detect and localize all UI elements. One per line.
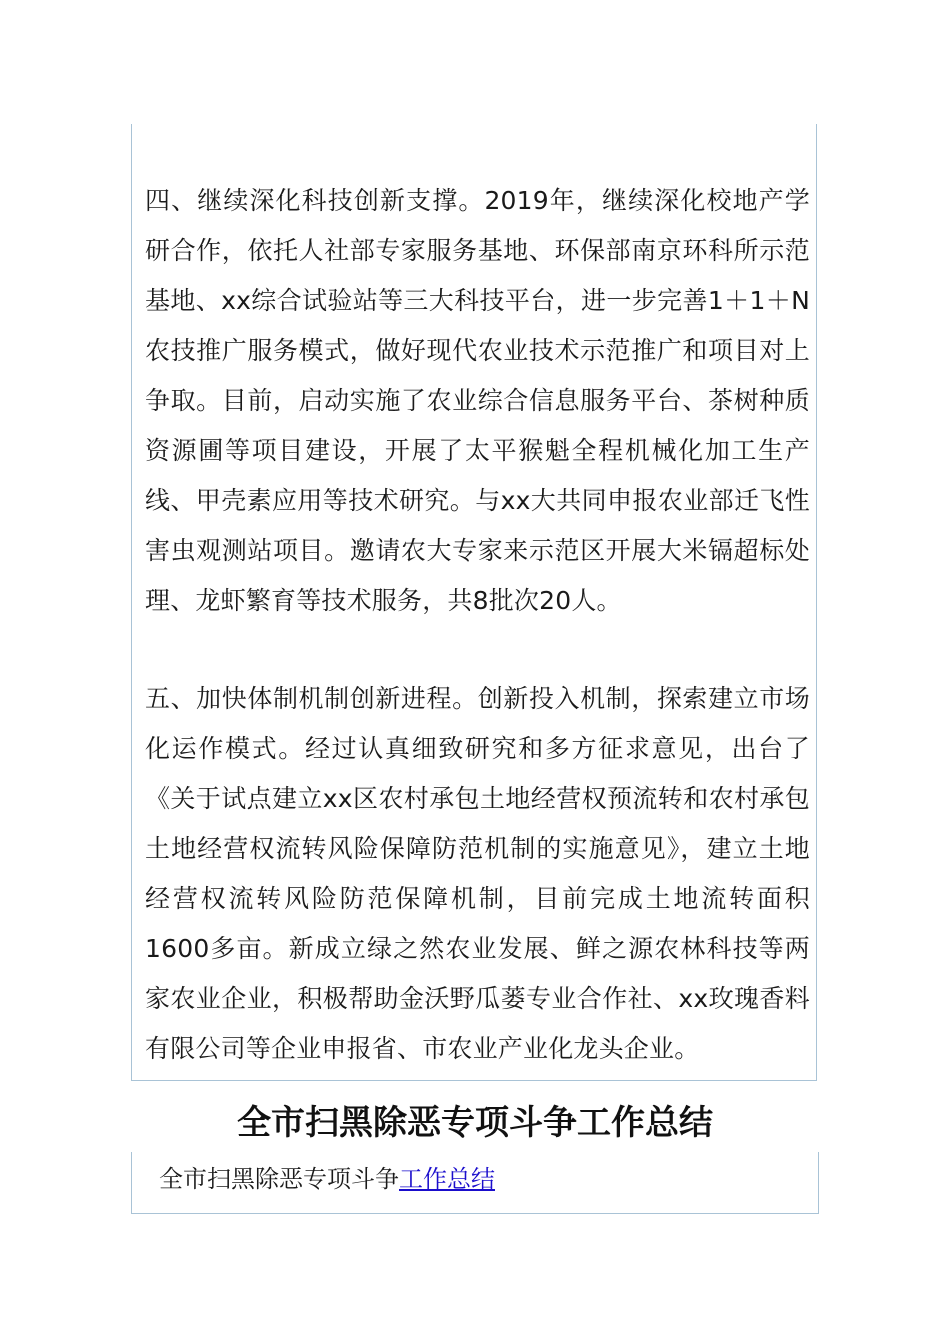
summary-line (159, 1157, 495, 1201)
work-summary-link[interactable]: 工作总结 (399, 1165, 495, 1193)
summary-prefix: 全市扫黑除恶专项斗争 (159, 1165, 399, 1193)
paragraph-section-five: 五、加快体制机制创新进程。创新投入机制，探索建立市场化运作模式。经过认真细致研究和多方征求意见，出台了《关于试点建立xx区农村承包土地经营权预流转和农村承包土地经营权流转风险保障防范机制的实施意见》，建立土地经营权流转风险防范保障机制，目前完成土地流转面积1600多亩。新成立绿之然农业发展、鲜之源农林科技等两家农业企业，积极帮助金沃野瓜蒌专业合作社、xx玫瑰香料有限公司等企业申报省、市农业产业化龙头企业。 (145, 684, 810, 1063)
document-heading: 全市扫黑除恶专项斗争工作总结 (237, 1103, 713, 1143)
paragraph-section-four: 四、继续深化科技创新支撑。2019年，继续深化校地产学研合作，依托人社部专家服务基地、环保部南京环科所示范基地、xx综合试验站等三大科技平台，进一步完善1＋1＋N农技推广服务模式，做好现代农业技术示范推广和项目对上争取。目前，启动实施了农业综合信息服务平台、茶树种质资源圃等项目建设，开展了太平猴魁全程机械化加工生产线、甲壳素应用等技术研究。与xx大共同申报农业部迁飞性害虫观测站项目。邀请农大专家来示范区开展大米镉超标处理、龙虾繁育等技术服务，共8批次20人。 (145, 186, 810, 615)
